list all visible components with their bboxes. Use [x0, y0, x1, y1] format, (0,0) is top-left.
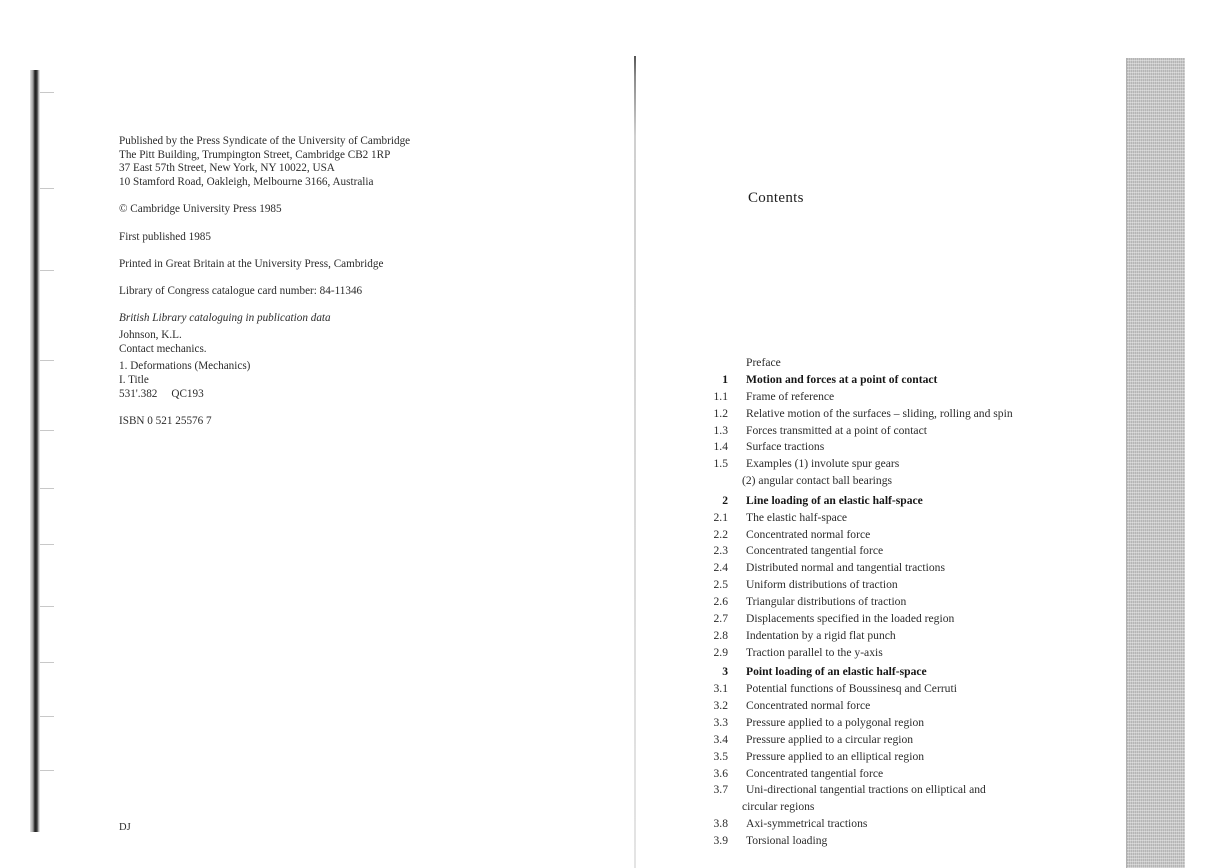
toc-title: (2) angular contact ball bearings	[742, 474, 893, 488]
toc-number: 1.2	[713, 406, 728, 420]
toc-title: Frame of reference	[746, 389, 835, 403]
toc-title: Displacements specified in the loaded region	[746, 611, 955, 625]
publisher-line: 37 East 57th Street, New York, NY 10022, USA	[119, 162, 335, 175]
toc-number: 2.9	[713, 645, 728, 659]
toc-number: 2.8	[713, 628, 728, 642]
printing-note: Printed in Great Britain at the University Press, Cambridge	[119, 257, 384, 270]
first-published: First published 1985	[119, 230, 211, 243]
toc-entry-row	[690, 595, 1130, 612]
toc-title: Uniform distributions of traction	[746, 578, 898, 592]
toc-number: 2.1	[713, 510, 728, 524]
toc-title: circular regions	[742, 800, 815, 814]
page-title: Contents	[748, 190, 804, 206]
toc-number: 2.3	[713, 544, 728, 558]
toc-number: 3.2	[713, 699, 728, 712]
toc-title: Forces transmitted at a point of contact	[746, 423, 927, 437]
toc-entry-row	[690, 800, 1130, 817]
toc-title: Pressure applied to an elliptical region	[746, 749, 925, 763]
toc-entry-row	[690, 817, 1130, 834]
toc-title: Motion and forces at a point of contact	[746, 372, 938, 386]
toc-title: Traction parallel to the y-axis	[746, 645, 883, 659]
toc-number: 3.8	[713, 817, 728, 831]
publisher-line: The Pitt Building, Trumpington Street, Cambridge CB2 1RP	[119, 148, 391, 161]
scan-edge-left	[30, 70, 40, 832]
toc-title: Pressure applied to a circular region	[746, 732, 914, 746]
toc-number: 2.2	[713, 527, 728, 541]
toc-number: 3.9	[713, 834, 728, 848]
subject-line: I. Title	[119, 373, 149, 386]
toc-entry-row	[690, 646, 1130, 663]
scan-edge-right	[1126, 58, 1185, 868]
toc-title: Concentrated normal force	[746, 699, 871, 712]
toc-number: 3.3	[713, 715, 728, 729]
toc-entry-row	[690, 750, 1130, 767]
toc-entry-row	[690, 390, 1130, 407]
toc-entry-row	[690, 407, 1130, 424]
toc-chapter-row	[690, 373, 1130, 390]
toc-entry-row	[690, 474, 1130, 491]
toc-number: 2	[722, 493, 728, 507]
toc-entry-row	[690, 561, 1130, 578]
toc-entry-row	[690, 578, 1130, 595]
toc-number: 1.3	[713, 423, 728, 437]
toc-number: 2.4	[713, 561, 728, 575]
toc-entry-row	[690, 356, 1130, 373]
cip-line: Contact mechanics.	[119, 342, 207, 355]
toc-entry-row	[690, 440, 1130, 457]
toc-title: Torsional loading	[746, 834, 828, 848]
subject-line: 1. Deformations (Mechanics)	[119, 360, 251, 373]
toc-entry-row	[690, 682, 1130, 699]
toc-entry-row	[690, 424, 1130, 441]
toc-title: Pressure applied to a polygonal region	[746, 715, 925, 729]
toc-title: Distributed normal and tangential tractions	[746, 561, 945, 575]
toc-number: 2.6	[713, 595, 728, 609]
toc-number: 3.6	[713, 766, 728, 780]
toc-number: 1.5	[713, 457, 728, 471]
toc-title: Relative motion of the surfaces – sliding, rolling and spin	[746, 406, 1013, 420]
scan-edge-marks	[40, 70, 60, 832]
toc-title: Surface tractions	[746, 440, 825, 454]
subject-entries	[119, 360, 579, 401]
toc-entry-row	[690, 629, 1130, 646]
toc-number: 3.5	[713, 749, 728, 763]
printer-initials: DJ	[119, 822, 131, 833]
toc-chapter-row	[690, 665, 1130, 682]
toc-number: 3.7	[713, 783, 728, 797]
toc-title: Concentrated tangential force	[746, 766, 884, 780]
toc-title: Examples (1) involute spur gears	[746, 457, 900, 471]
cip-line: Johnson, K.L.	[119, 328, 182, 341]
toc-title: The elastic half-space	[746, 510, 848, 524]
toc-number: 3.1	[713, 682, 728, 696]
toc-title: Uni-directional tangential tractions on elliptical and	[746, 783, 986, 797]
toc-title: Triangular distributions of traction	[746, 595, 907, 609]
cip-heading: British Library cataloguing in publication data	[119, 312, 331, 325]
copyright-notice: © Cambridge University Press 1985	[119, 203, 282, 216]
subject-line: 531'.382 QC193	[119, 387, 204, 400]
toc-number: 1.1	[713, 389, 728, 403]
toc-title: Indentation by a rigid flat punch	[746, 628, 896, 642]
cip-data	[119, 312, 579, 356]
loc-card-number: Library of Congress catalogue card number: 84-11346	[119, 284, 363, 297]
toc-entry-row	[690, 511, 1130, 528]
publisher-line: Published by the Press Syndicate of the University of Cambridge	[119, 135, 411, 147]
toc-entry-row	[690, 733, 1130, 750]
toc-entry-row	[690, 767, 1130, 784]
toc-title: Line loading of an elastic half-space	[746, 493, 923, 507]
toc-entry-row	[690, 457, 1130, 474]
toc-entry-row	[690, 528, 1130, 545]
imprint-block	[119, 135, 579, 442]
toc-entry-row	[690, 783, 1130, 800]
toc-entry-row	[690, 612, 1130, 629]
toc-title: Preface	[746, 356, 781, 369]
toc-number: 1.4	[713, 440, 728, 454]
toc-entry-row	[690, 834, 1130, 851]
publisher-line: 10 Stamford Road, Oakleigh, Melbourne 3166, Australia	[119, 176, 374, 189]
toc-entry-row	[690, 544, 1130, 561]
table-of-contents	[690, 356, 1130, 851]
toc-number: 2.5	[713, 578, 728, 592]
publisher-address	[119, 135, 579, 190]
toc-number: 3	[722, 665, 728, 679]
toc-number: 3.4	[713, 732, 728, 746]
isbn: ISBN 0 521 25576 7	[119, 414, 212, 427]
toc-number: 2.7	[713, 611, 728, 625]
toc-entry-row	[690, 716, 1130, 733]
toc-chapter-row	[690, 494, 1130, 511]
toc-title: Potential functions of Boussinesq and Cerruti	[746, 682, 957, 696]
toc-number: 1	[722, 372, 728, 386]
toc-entry-row	[690, 699, 1130, 716]
toc-title: Axi-symmetrical tractions	[746, 817, 868, 831]
toc-title: Point loading of an elastic half-space	[746, 665, 927, 679]
toc-title: Concentrated normal force	[746, 527, 871, 541]
toc-title: Concentrated tangential force	[746, 544, 884, 558]
